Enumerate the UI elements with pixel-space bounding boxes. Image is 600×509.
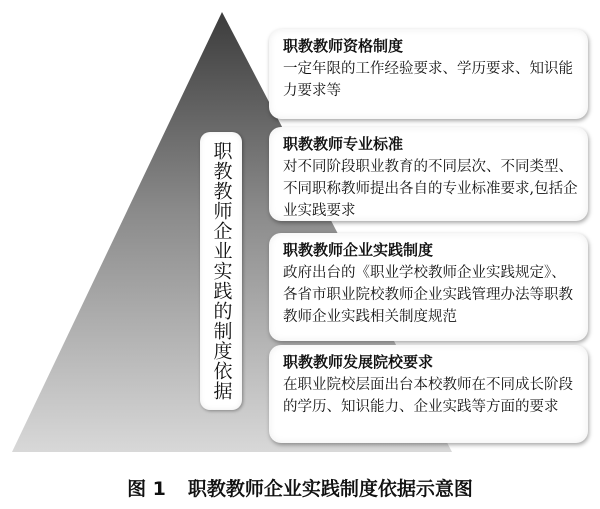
card-enterprise-practice-system — [269, 233, 588, 341]
card-title: 职教教师资格制度 — [283, 37, 404, 55]
card-body: 政府出台的《职业学校教师企业实践规定》、各省市职业院校教师企业实践管理办法等职教教师企业实践相关制度规范 — [283, 265, 573, 325]
card-title: 职教教师专业标准 — [283, 135, 404, 153]
card-title: 职教教师企业实践制度 — [283, 241, 434, 259]
pyramid-label-text: 职教教师企业实践的制度依据 — [210, 141, 233, 401]
figure-caption — [0, 474, 600, 501]
figure-number: 图 1 — [127, 478, 166, 500]
card-institution-requirements — [269, 345, 588, 443]
card-body: 对不同阶段职业教育的不同层次、不同类型、不同职称教师提出各自的专业标准要求,包括企业实践要求 — [283, 159, 578, 219]
card-qualification-system — [269, 29, 588, 119]
card-title: 职教教师发展院校要求 — [283, 353, 434, 371]
card-body: 一定年限的工作经验要求、学历要求、知识能力要求等 — [283, 61, 573, 99]
pyramid-vertical-label — [200, 132, 242, 410]
card-professional-standard — [269, 127, 588, 221]
card-body: 在职业院校层面出台本校教师在不同成长阶段的学历、知识能力、企业实践等方面的要求 — [283, 377, 573, 415]
figure-title: 职教教师企业实践制度依据示意图 — [187, 478, 473, 500]
